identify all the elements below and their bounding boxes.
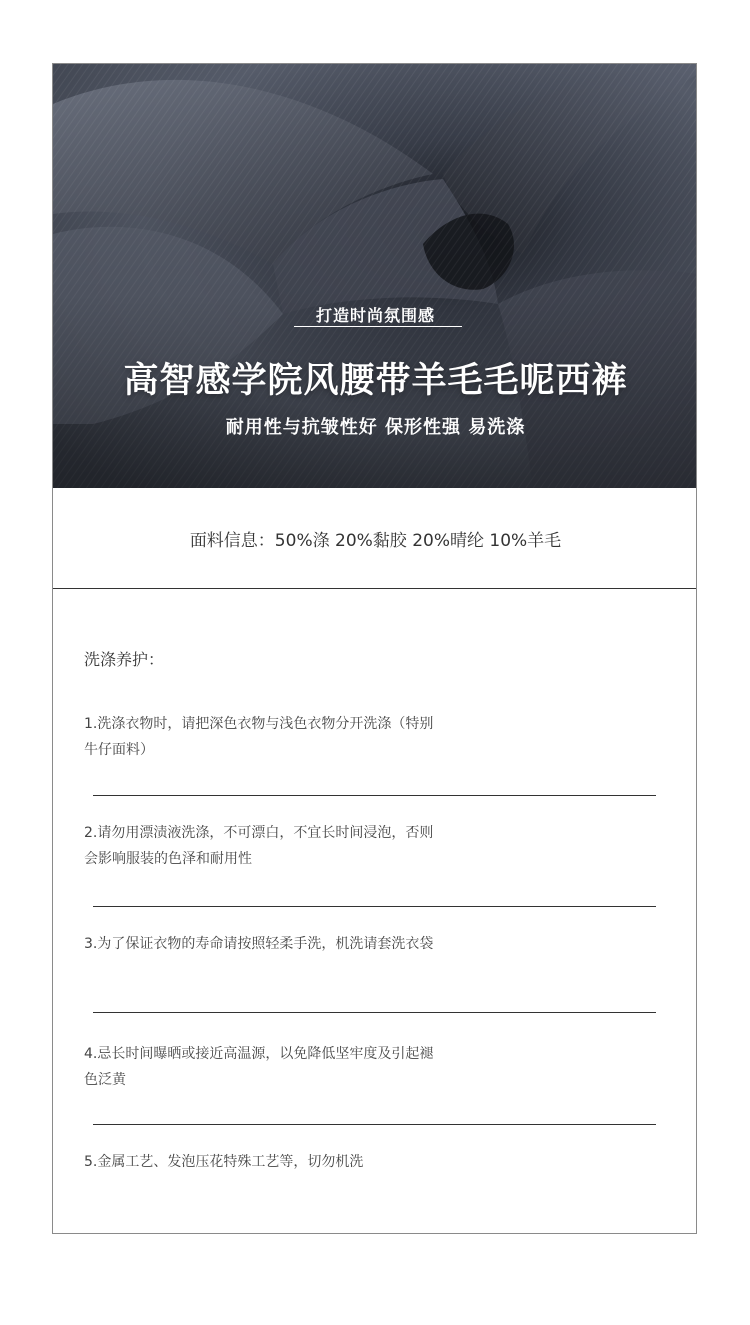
care-item: 2.请勿用漂渍液洗涤，不可漂白，不宜长时间浸泡，否则会影响服装的色泽和耐用性 (84, 825, 434, 867)
care-heading: 洗涤养护： (84, 650, 165, 669)
product-title: 高智感学院风腰带羊毛毛呢西裤 (123, 361, 628, 401)
care-item: 5.金属工艺、发泡压花特殊工艺等，切勿机洗 (84, 1154, 364, 1170)
hero-tagline: 打造时尚氛围感 (315, 306, 435, 325)
divider (93, 795, 656, 796)
tagline-underline (294, 326, 462, 327)
divider (93, 1124, 656, 1125)
divider (93, 1012, 656, 1013)
product-detail-card (52, 63, 697, 1234)
divider (93, 906, 656, 907)
fabric-info-text: 面料信息：50%涤 20%黏胶 20%晴纶 10%羊毛 (189, 530, 562, 551)
care-item: 1.洗涤衣物时，请把深色衣物与浅色衣物分开洗涤（特别牛仔面料） (84, 716, 434, 758)
product-subtitle: 耐用性与抗皱性好 保形性强 易洗涤 (225, 417, 526, 438)
care-item: 4.忌长时间曝晒或接近高温源，以免降低坚牢度及引起褪色泛黄 (84, 1046, 434, 1088)
fabric-info (53, 488, 697, 589)
hero-banner (53, 64, 697, 488)
care-item: 3.为了保证衣物的寿命请按照轻柔手洗，机洗请套洗衣袋 (84, 936, 434, 952)
